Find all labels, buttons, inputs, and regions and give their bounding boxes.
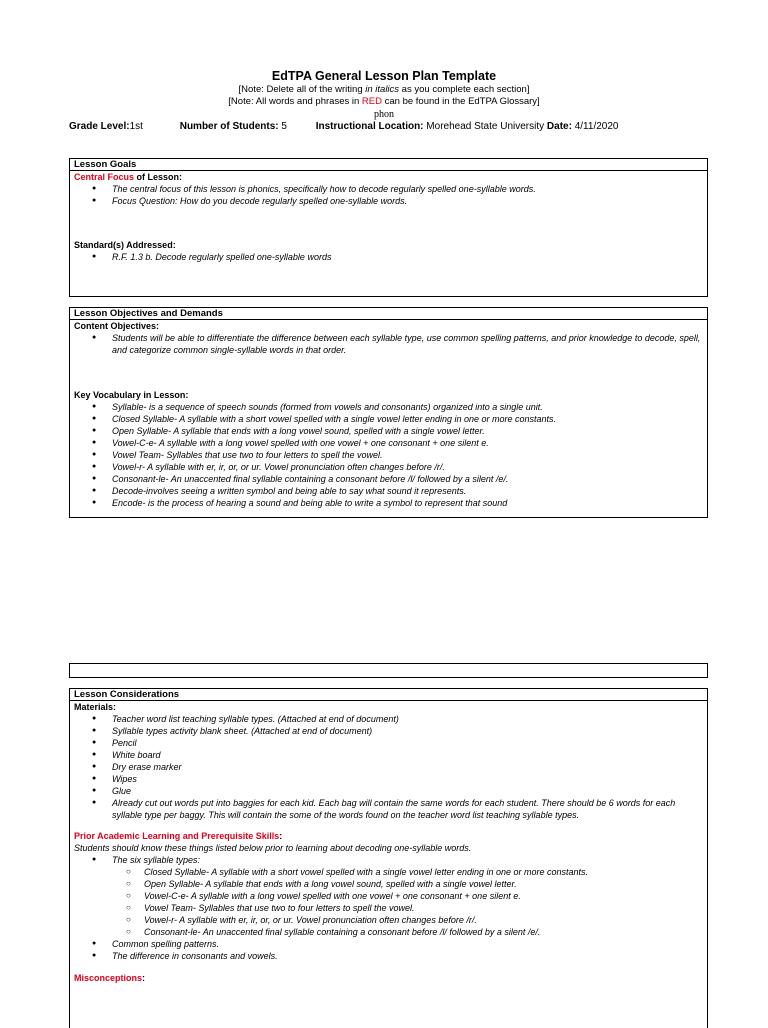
prior-learning-list [74,854,703,866]
list-item: ● The six syllable types: [112,854,703,866]
key-vocabulary-list [74,401,703,509]
grade-value: 1st [129,121,143,132]
date-label: Date: [546,121,572,132]
standards-list [74,251,703,263]
list-item: ● The difference in consonants and vowels. [112,950,703,962]
list-item: ● R.F. 1.3 b. Decode regularly spelled one-syllable words [112,251,703,263]
list-item: ● Wipes [112,773,703,785]
lesson-considerations-heading: Lesson Considerations [70,689,707,701]
list-item: ● Encode- is the process of hearing a sound and being able to write a symbol to represent that sound [112,497,703,509]
list-item: ● Focus Question: How do you decode regularly spelled one-syllable words. [112,195,703,207]
list-item: ○ Vowel-C-e- A syllable with a long vowel spelled with one vowel + one consonant + one silent e. [144,890,703,902]
location-label: Instructional Location: [315,121,424,132]
content-objectives-list [74,332,703,356]
empty-box [69,663,708,678]
lesson-objectives-box [69,307,708,518]
document-header [0,69,768,121]
list-item: ● Syllable types activity blank sheet. (Attached at end of document) [112,725,703,737]
students-label: Number of Students: [179,121,279,132]
materials-list [74,713,703,821]
document-title: EdTPA General Lesson Plan Template [271,69,497,83]
central-focus-list [74,183,703,207]
list-item: ● Vowel-r- A syllable with er, ir, or, or ur. Vowel pronunciation often changes before /r/. [112,461,703,473]
list-item: ● Vowel-C-e- A syllable with a long vowel spelled with one vowel + one consonant + one silent e. [112,437,703,449]
location-value: Morehead State University [426,121,545,132]
standards-label: Standard(s) Addressed: [74,240,176,250]
subject-text: phon [374,109,394,120]
list-item: ● Consonant-le- An unaccented final syllable containing a consonant before /l/ followed by a silent /e/. [112,473,703,485]
list-item: ● Vowel Team- Syllables that use two to four letters to spell the vowel. [112,449,703,461]
lesson-info-row [69,121,618,132]
central-focus-label: Central Focus of Lesson: [74,172,183,182]
students-value: 5 [281,121,287,132]
list-item: ● Dry erase marker [112,761,703,773]
grade-label: Grade Level: [69,121,130,132]
lesson-objectives-heading: Lesson Objectives and Demands [70,308,707,320]
prior-learning-intro: Students should know these things listed below prior to learning about decoding one-syllable words. [74,843,472,853]
list-item: ● Decode-involves seeing a written symbol and being able to say what sound it represents. [112,485,703,497]
lesson-goals-box [69,158,708,297]
red-label: RED [361,96,382,107]
note-red-glossary: [Note: All words and phrases in RED can be found in the EdTPA Glossary] [228,96,540,107]
list-item: ● Teacher word list teaching syllable types. (Attached at end of document) [112,713,703,725]
list-item: ○ Vowel Team- Syllables that use two to four letters to spell the vowel. [144,902,703,914]
list-item: ● White board [112,749,703,761]
prior-learning-list-continued [74,938,703,962]
list-item: ● The central focus of this lesson is phonics, specifically how to decode regularly spelled one-syllable words. [112,183,703,195]
note-italics: [Note: Delete all of the writing in italics as you complete each section] [238,84,530,95]
syllable-types-sublist [74,866,703,938]
date-value: 4/11/2020 [574,121,619,132]
list-item: ● Pencil [112,737,703,749]
key-vocabulary-label: Key Vocabulary in Lesson: [74,390,189,400]
list-item: ● Open Syllable- A syllable that ends with a long vowel sound, spelled with a single vowel letter. [112,425,703,437]
list-item: ● Common spelling patterns. [112,938,703,950]
list-item: ○ Vowel-r- A syllable with er, ir, or, or ur. Vowel pronunciation often changes before /r/. [144,914,703,926]
lesson-considerations-box [69,688,708,1028]
list-item: ○ Closed Syllable- A syllable with a short vowel spelled with a single vowel letter ending in one or more constants. [144,866,703,878]
list-item: ○ Consonant-le- An unaccented final syllable containing a consonant before /l/ followed by a silent /e/. [144,926,703,938]
list-item: ○ Open Syllable- A syllable that ends with a long vowel sound, spelled with a single vowel letter. [144,878,703,890]
materials-label: Materials: [74,702,117,712]
list-item: ● Students will be able to differentiate the difference between each syllable type, use common spelling patterns, and prior knowledge to decode, spell, and categorize common single-syllable words in that order. [112,332,703,356]
content-objectives-label: Content Objectives: [74,321,160,331]
list-item: ● Already cut out words put into baggies for each kid. Each bag will contain the same words for each student. There should be 6 words for each syllable type per baggy. This will contain the some of the words found on the teacher word list teaching syllable types. [112,797,703,821]
prior-learning-label: Prior Academic Learning and Prerequisite Skills: [74,831,283,841]
misconceptions-label: Misconceptions: [74,973,146,983]
lesson-goals-heading: Lesson Goals [70,159,707,171]
list-item: ● Closed Syllable- A syllable with a short vowel spelled with a single vowel letter ending in one or more constants. [112,413,703,425]
list-item: ● Glue [112,785,703,797]
list-item: ● Syllable- is a sequence of speech sounds (formed from vowels and consonants) organized into a single unit. [112,401,703,413]
